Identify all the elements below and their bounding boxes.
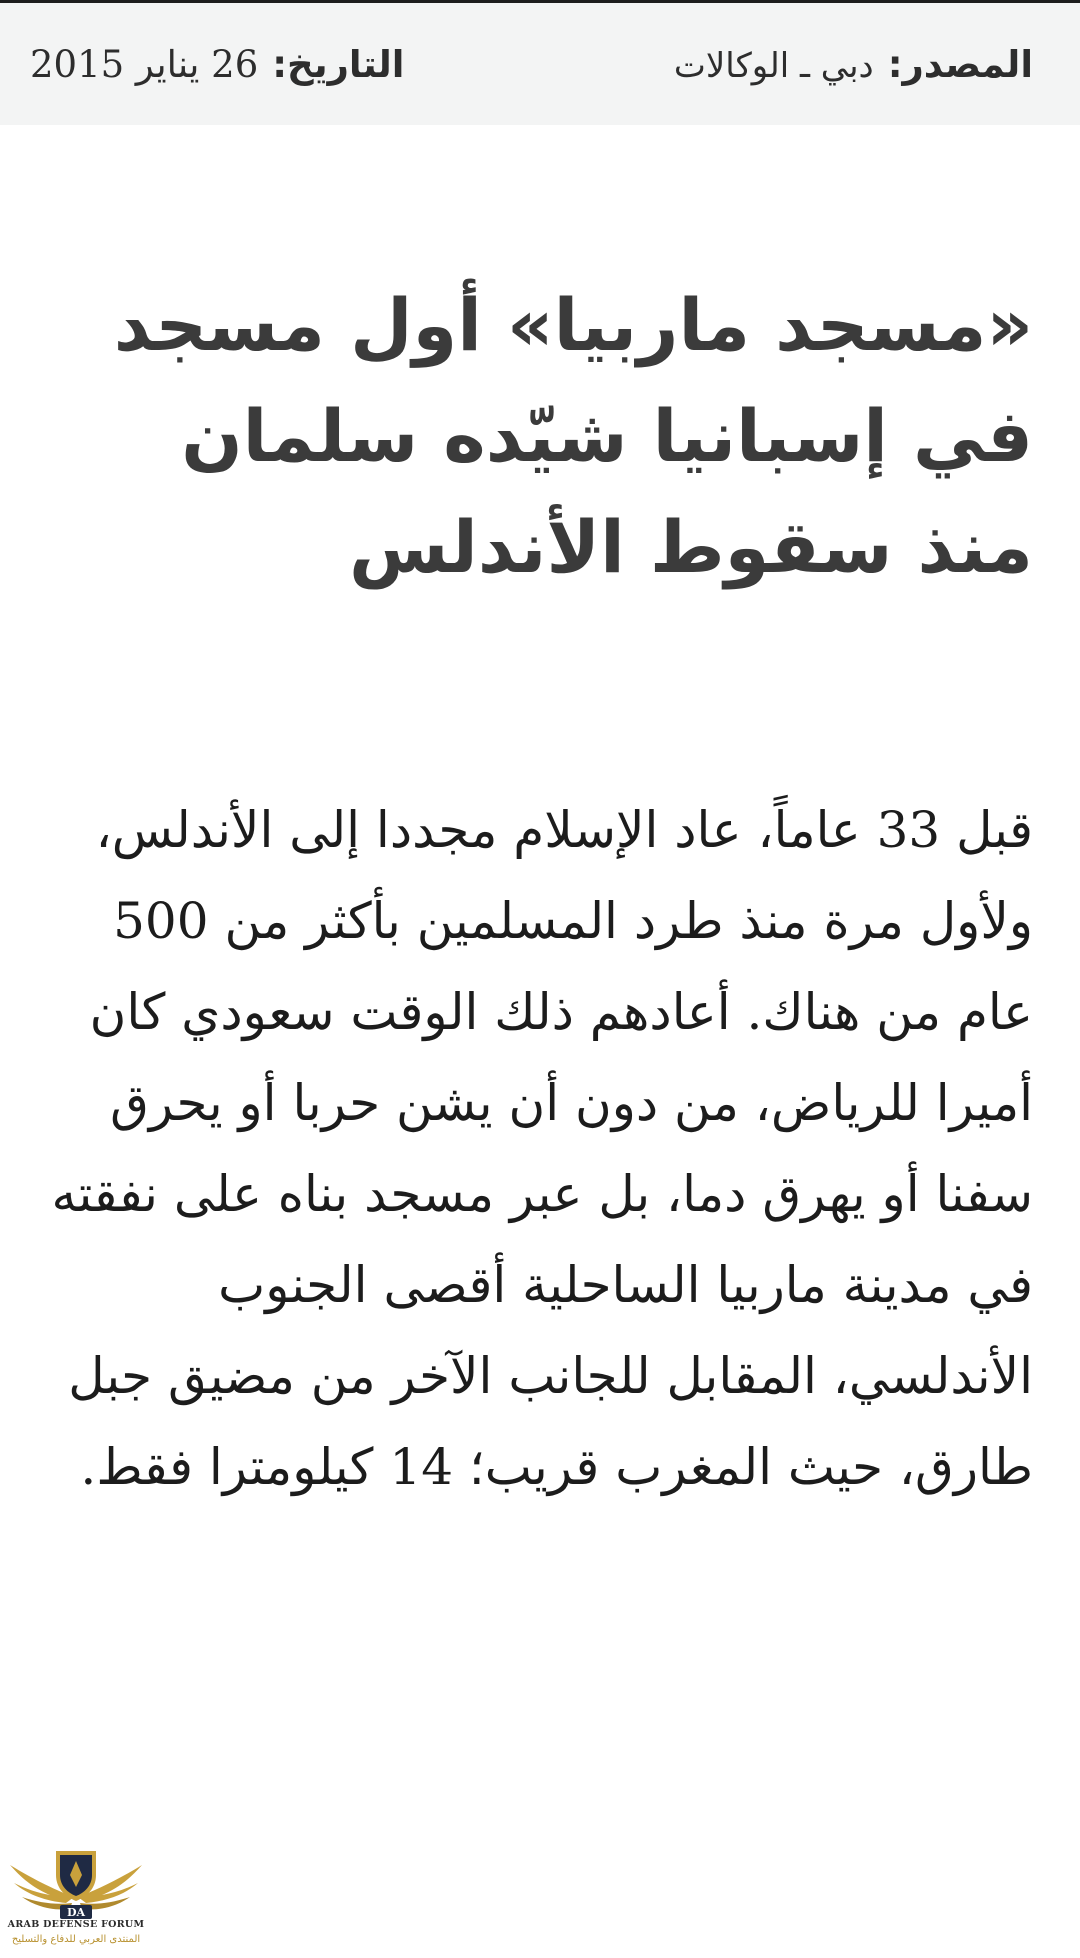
svg-text:DA: DA [66, 1906, 86, 1919]
forum-name-arabic: المنتدى العربي للدفاع والتسليح [11, 1934, 141, 1945]
article-meta-bar [0, 3, 1080, 125]
source-value: دبي ـ الوكالات [673, 45, 874, 86]
forum-name-english: ARAB DEFENSE FORUM [7, 1919, 145, 1930]
date-info [30, 43, 404, 86]
arab-defense-forum-logo [6, 1845, 146, 1950]
source-label: المصدر: [887, 42, 1033, 86]
date-label: التاريخ: [272, 42, 405, 86]
source-info [674, 43, 1033, 86]
date-value: 26 يناير 2015 [30, 42, 259, 86]
article-title: «مسجد ماربيا» أول مسجد في إسبانيا شيّده سلمان منذ سقوط الأندلس [113, 283, 1033, 589]
forum-emblem-icon [6, 1845, 146, 1921]
article-body: قبل 33 عاماً، عاد الإسلام مجددا إلى الأندلس، ولأول مرة منذ طرد المسلمين بأكثر من 500 عام من هناك. أعادهم ذلك الوقت سعودي كان أميرا للرياض، من دون أن يشن حربا أو يحرق سفنا أو يهرق دما، بل عبر مسجد بناه على نفقته في مدينة ماربيا الساحلية أقصى الجنوب الأندلسي، المقابل للجانب الآخر من مضيق جبل طارق، حيث المغرب قريب؛ 14 كيلومترا فقط. [51, 801, 1033, 1496]
